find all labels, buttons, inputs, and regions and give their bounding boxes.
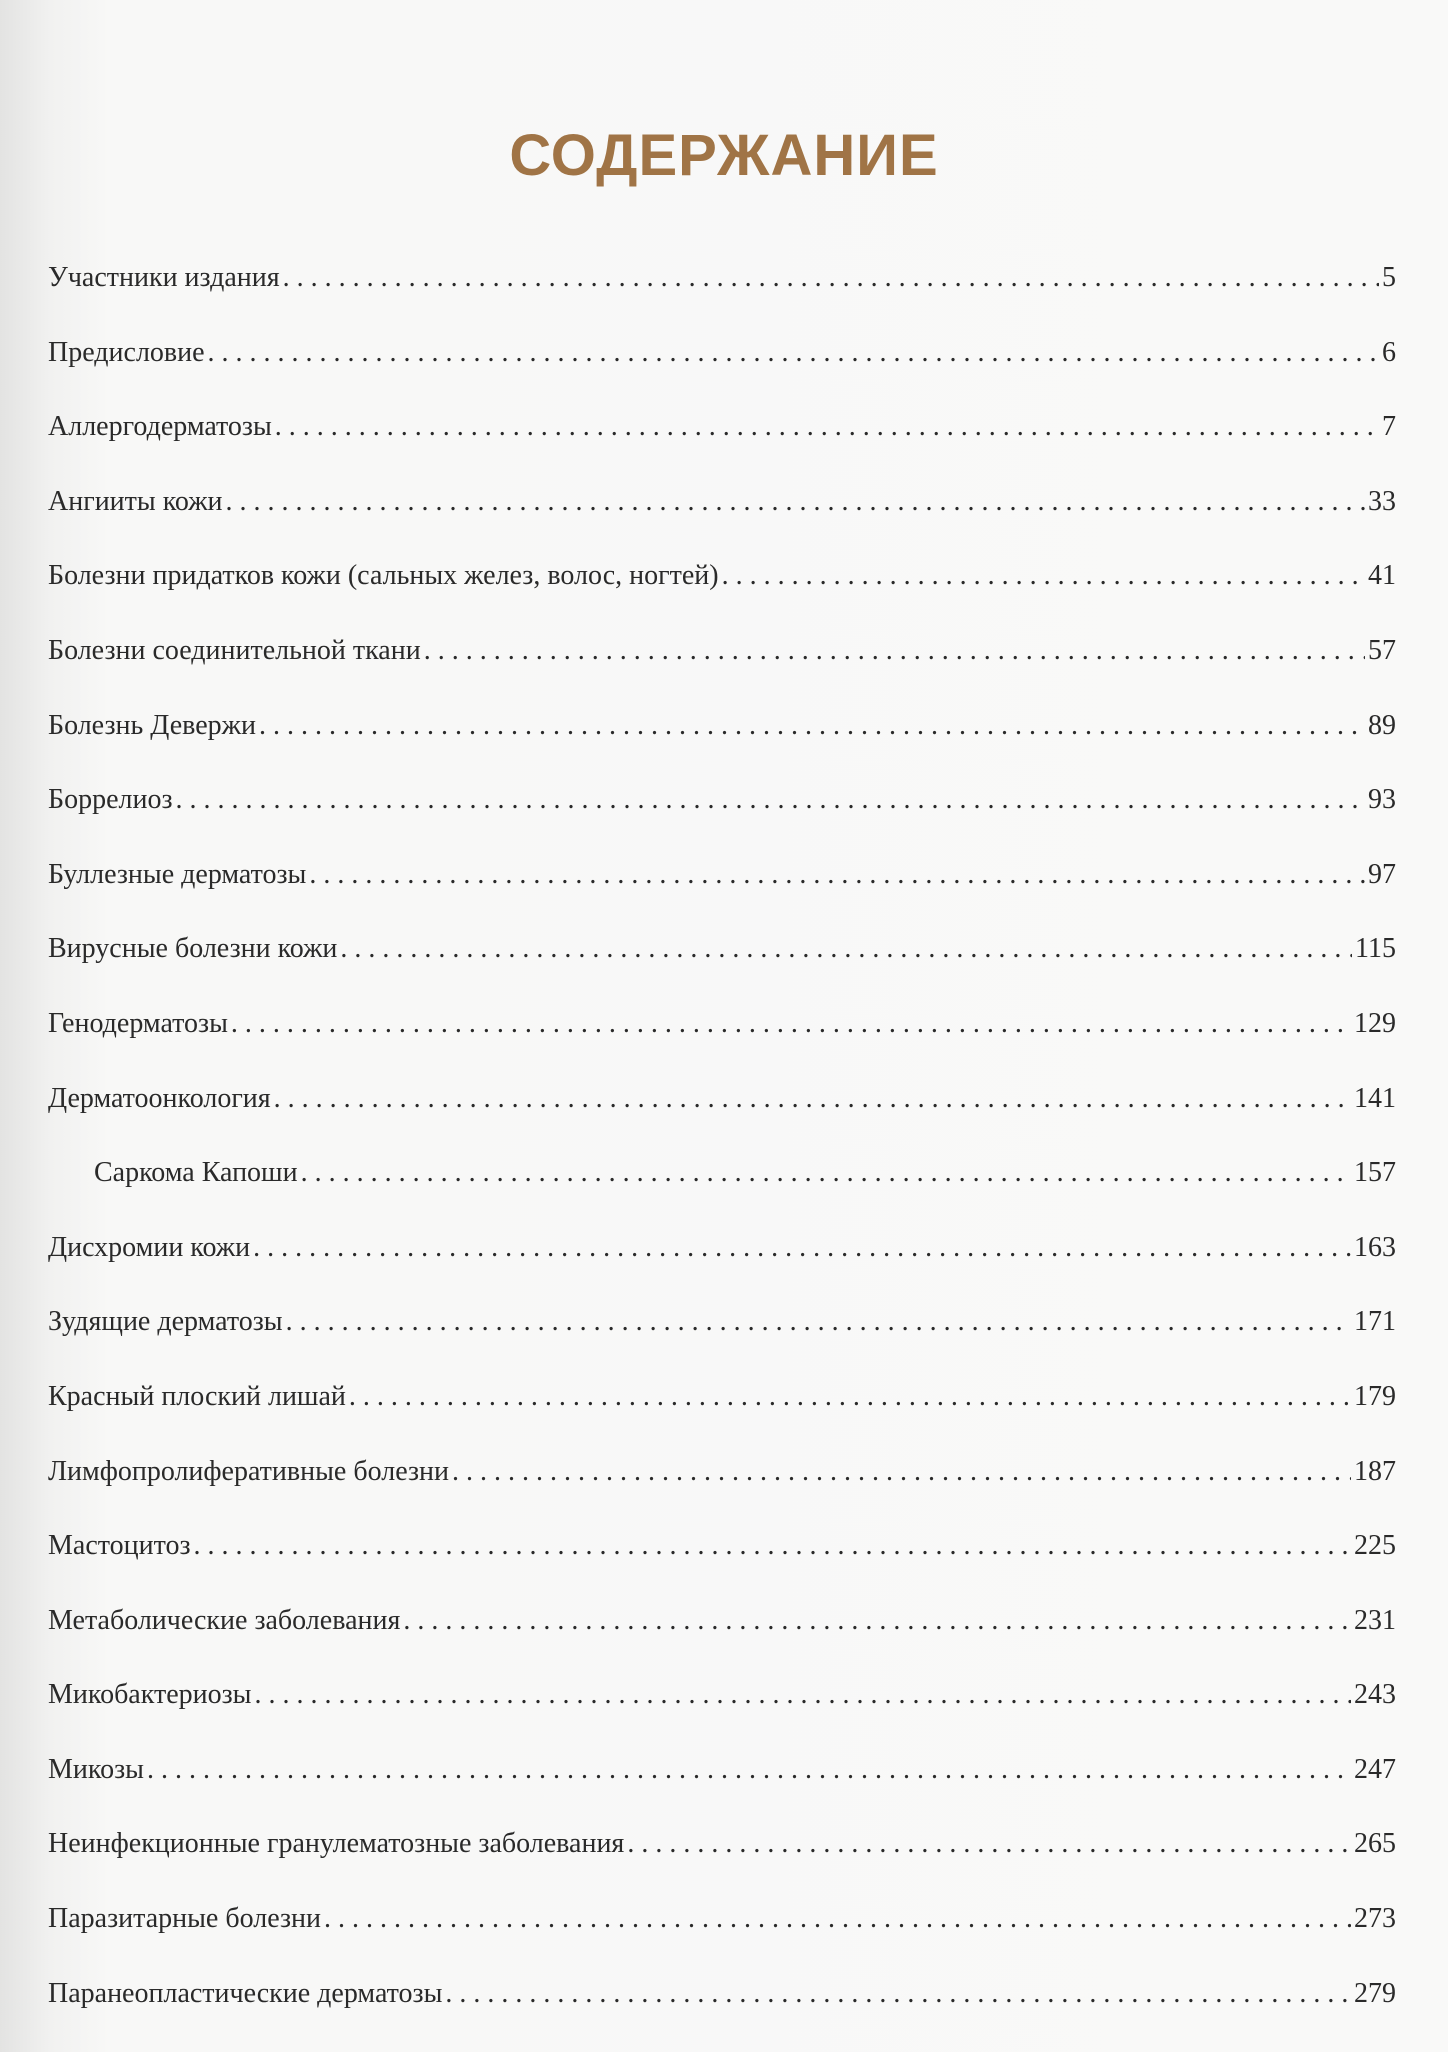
toc-entry <box>48 262 1396 337</box>
toc-entry-label: Болезни придатков кожи (сальных желез, волос, ногтей) <box>48 560 719 592</box>
toc-title: СОДЕРЖАНИЕ <box>509 123 939 188</box>
toc-entry <box>48 411 1396 486</box>
toc-entry-label: Мастоцитоз <box>48 1530 191 1562</box>
toc-entry <box>48 859 1396 934</box>
toc-dot-leader <box>301 1157 1351 1189</box>
toc-entry-page-number: 7 <box>1382 411 1396 443</box>
toc-entry <box>48 1828 1396 1903</box>
toc-entry-page-number: 33 <box>1368 485 1396 517</box>
toc-dot-leader <box>194 1530 1351 1562</box>
toc-entry-page-number: 5 <box>1382 262 1396 293</box>
toc-entry <box>48 635 1396 710</box>
toc-entry-label: Дерматоонкология <box>48 1082 271 1114</box>
toc-entry-label: Болезнь Девержи <box>48 709 256 741</box>
toc-entry-label: Паразитарные болезни <box>48 1903 321 1935</box>
toc-dot-leader <box>452 1456 1351 1488</box>
toc-dot-leader <box>147 1754 1351 1786</box>
toc-entry-page-number: 243 <box>1354 1679 1396 1711</box>
toc-entry <box>48 933 1396 1008</box>
toc-entry-page-number: 115 <box>1355 933 1396 965</box>
toc-entry-label: Участники издания <box>48 262 280 293</box>
toc-entry-label: Неинфекционные гранулематозные заболевания <box>48 1828 625 1860</box>
toc-entry <box>48 1903 1396 1978</box>
toc-dot-leader <box>283 262 1379 294</box>
toc-dot-leader <box>231 1008 1351 1040</box>
toc-entry-page-number: 265 <box>1354 1828 1396 1860</box>
toc-entry <box>48 1232 1396 1307</box>
toc-entry-label: Ангииты кожи <box>48 485 223 517</box>
toc-dot-leader <box>424 635 1365 667</box>
toc-dot-leader <box>208 337 1379 369</box>
toc-entry <box>48 1754 1396 1829</box>
toc-entry-page-number: 93 <box>1368 784 1396 816</box>
toc-entry <box>48 1530 1396 1605</box>
toc-entry-page-number: 247 <box>1354 1753 1396 1785</box>
toc-entry-page-number: 171 <box>1354 1306 1396 1338</box>
toc-entry <box>48 486 1396 561</box>
toc-dot-leader <box>226 486 1365 518</box>
toc-entry-page-number: 97 <box>1368 858 1396 890</box>
toc-entry-label: Микобактериозы <box>48 1679 252 1711</box>
toc-dot-leader <box>309 859 1365 891</box>
toc-entry-page-number: 6 <box>1382 336 1396 368</box>
toc-dot-leader <box>340 933 1352 965</box>
toc-dot-leader <box>176 784 1365 816</box>
toc-entry-label: Паранеопластические дерматозы <box>48 1977 443 2009</box>
toc-dot-leader <box>403 1605 1351 1637</box>
toc-entry-label: Красный плоский лишай <box>48 1380 346 1412</box>
toc-dot-leader <box>722 560 1365 592</box>
toc-entry-label: Аллергодерматозы <box>48 411 272 443</box>
toc-entry-page-number: 89 <box>1368 709 1396 741</box>
toc-entry-label: Дисхромии кожи <box>48 1231 251 1263</box>
toc-dot-leader <box>253 1232 1351 1264</box>
toc-entry <box>48 1605 1396 1680</box>
toc-dot-leader <box>286 1306 1351 1338</box>
toc-entry-page-number: 273 <box>1354 1903 1396 1935</box>
toc-entry-page-number: 231 <box>1354 1604 1396 1636</box>
toc-entry <box>48 337 1396 412</box>
toc-entry <box>48 560 1396 635</box>
toc-entry-page-number: 57 <box>1368 634 1396 666</box>
toc-entry-label: Боррелиоз <box>48 784 173 816</box>
toc-entry-page-number: 179 <box>1354 1380 1396 1412</box>
toc-dot-leader <box>274 1083 1351 1115</box>
toc-entry-page-number: 279 <box>1354 1977 1396 2009</box>
toc-entry <box>48 1083 1396 1158</box>
toc-entry-label: Зудящие дерматозы <box>48 1306 283 1338</box>
toc-entry-label: Метаболические заболевания <box>48 1604 401 1636</box>
toc-entry-page-number: 163 <box>1354 1231 1396 1263</box>
toc-entry <box>48 1679 1396 1754</box>
toc-entry-label: Лимфопролиферативные болезни <box>48 1455 449 1487</box>
toc-dot-leader <box>349 1381 1351 1413</box>
toc-entry <box>48 1456 1396 1531</box>
toc-entry <box>48 1978 1396 2052</box>
toc-entry-page-number: 157 <box>1354 1157 1396 1189</box>
toc-entry-label: Буллезные дерматозы <box>48 858 307 890</box>
toc-entry <box>48 1381 1396 1456</box>
toc-entry-label: Болезни соединительной ткани <box>48 634 421 666</box>
toc-entry <box>48 1157 1396 1232</box>
toc-entry-page-number: 141 <box>1354 1082 1396 1114</box>
toc-entry-page-number: 129 <box>1354 1007 1396 1039</box>
toc-entry-page-number: 225 <box>1354 1530 1396 1562</box>
toc-entry <box>48 1008 1396 1083</box>
toc-entry-label: Микозы <box>48 1753 144 1785</box>
toc-entry-label: Предисловие <box>48 336 205 368</box>
toc-entry-page-number: 41 <box>1368 560 1396 592</box>
toc-entry <box>48 1306 1396 1381</box>
toc-dot-leader <box>275 411 1379 443</box>
toc-dot-leader <box>324 1903 1351 1935</box>
toc-dot-leader <box>255 1679 1352 1711</box>
toc-entry <box>48 710 1396 785</box>
toc-entry <box>48 784 1396 859</box>
toc-dot-leader <box>259 710 1365 742</box>
toc-entry-label: Саркома Капоши <box>94 1157 298 1189</box>
toc-dot-leader <box>445 1978 1351 2010</box>
toc-entry-page-number: 187 <box>1354 1455 1396 1487</box>
toc-dot-leader <box>627 1828 1351 1860</box>
toc-entry-label: Вирусные болезни кожи <box>48 933 338 965</box>
toc-list <box>48 262 1396 2052</box>
toc-entry-label: Генодерматозы <box>48 1007 228 1039</box>
